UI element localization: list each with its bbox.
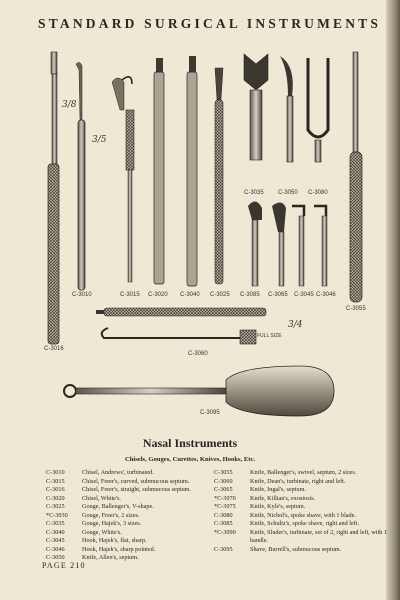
list-item xyxy=(214,529,394,546)
item-code: C-3060 xyxy=(214,477,233,485)
label-c3060: C-3060 xyxy=(188,351,208,357)
instrument-c3046 xyxy=(314,206,327,286)
item-code: C-3025 xyxy=(46,503,65,511)
instrument-c3060 xyxy=(96,308,266,344)
item-code: C-3046 xyxy=(46,545,65,553)
instrument-c3015 xyxy=(112,77,134,282)
instrument-c3025 xyxy=(215,68,223,284)
item-code: C-3080 xyxy=(214,511,233,519)
list-item xyxy=(46,469,191,478)
item-code: C-3085 xyxy=(214,520,233,528)
item-desc: Hook, Hajek's, flat, sharp. xyxy=(82,537,147,545)
item-desc: Chisel, Freer's, straight, submucous septum. xyxy=(82,486,192,494)
item-desc: Knife, Ingal's, septum. xyxy=(250,486,306,494)
item-code: C-3035 xyxy=(46,520,65,528)
instrument-c3035 xyxy=(244,54,268,160)
label-c3015: C-3015 xyxy=(120,292,140,298)
list-item xyxy=(46,478,191,487)
handwritten-mark: 3/8 xyxy=(62,100,77,110)
label-c3025: C-3025 xyxy=(210,292,230,298)
list-item xyxy=(46,512,191,521)
list-item xyxy=(214,520,394,529)
item-code: C-3015 xyxy=(46,477,65,485)
item-code: C-3050 xyxy=(46,554,65,562)
item-desc: Knife, Dean's, turbinate, right and left. xyxy=(250,477,346,485)
item-desc: Knife, Killian's, exostosis. xyxy=(250,494,316,502)
item-desc: Knife, Sluder's, turbinate, set of 2, right and left, with 1 handle. xyxy=(250,528,388,545)
item-desc: Gouge, Ballenger's, V-shape. xyxy=(82,503,154,511)
item-code: *C-3070 xyxy=(214,494,236,502)
instrument-c3085 xyxy=(248,201,262,286)
list-item xyxy=(46,537,191,546)
label-c3095: C-3095 xyxy=(200,410,220,416)
instrument-illustration xyxy=(0,40,400,430)
item-desc: Knife, Allen's, septum. xyxy=(82,554,139,562)
item-code: C-3020 xyxy=(46,494,65,502)
label-c3020: C-3020 xyxy=(148,292,168,298)
handle-stamp: FULL SIZE xyxy=(257,333,282,339)
item-code: C-3016 xyxy=(46,486,65,494)
item-desc: Knife, Kyle's, septum. xyxy=(250,503,306,511)
item-code: *C-3030 xyxy=(46,511,68,519)
item-desc: Gouge, Hajek's, 3 sizes. xyxy=(82,520,142,528)
instrument-c3020 xyxy=(154,58,164,284)
item-code: *C-3090 xyxy=(214,528,236,536)
item-code: C-3045 xyxy=(46,537,65,545)
instrument-c3016 xyxy=(48,52,59,344)
label-c3065: C-3065 xyxy=(268,292,288,298)
list-item xyxy=(214,512,394,521)
instrument-c3010 xyxy=(76,62,85,290)
list-item xyxy=(46,520,191,529)
list-item xyxy=(214,478,394,487)
item-desc: Chisel, Freer's, curved, submucous septum. xyxy=(82,477,190,485)
item-list-right xyxy=(214,469,394,554)
item-code: *C-3075 xyxy=(214,503,236,511)
handwritten-mark: 3/4 xyxy=(288,320,303,330)
item-desc: Hook, Hajek's, sharp pointed. xyxy=(82,545,156,553)
list-item xyxy=(46,529,191,538)
list-item xyxy=(214,469,394,478)
instrument-c3050 xyxy=(280,56,293,162)
label-c3055: C-3055 xyxy=(346,306,366,312)
label-c3040: C-3040 xyxy=(180,292,200,298)
item-code: C-3055 xyxy=(214,469,233,476)
item-code: C-3065 xyxy=(214,486,233,494)
section-subtitle: Chisels, Gouges, Curettes, Knives, Hooks, Etc. xyxy=(124,456,256,463)
handwritten-mark: 3/5 xyxy=(92,135,107,145)
label-c3035: C-3035 xyxy=(244,190,264,196)
list-item xyxy=(214,503,394,512)
instrument-c3080 xyxy=(308,58,328,162)
item-list-left xyxy=(46,469,191,563)
section-title: Nasal Instruments xyxy=(142,436,238,450)
item-desc: Gouge, White's. xyxy=(82,528,122,536)
label-c3050: C-3050 xyxy=(278,190,298,196)
list-item xyxy=(46,486,191,495)
page-number: PAGE 210 xyxy=(42,561,86,570)
item-desc: Knife, Ballenger's, swivel, septum, 2 sizes. xyxy=(250,469,357,476)
item-desc: Chisel, White's. xyxy=(82,494,121,502)
label-c3010: C-3010 xyxy=(72,292,92,298)
item-desc: Knife, Schultz's, spoke shave, right and left. xyxy=(250,520,360,528)
label-c3045: C-3045 xyxy=(294,292,314,298)
list-item xyxy=(46,546,191,555)
label-c3085: C-3085 xyxy=(240,292,260,298)
label-c3016: C-3016 xyxy=(44,346,64,352)
list-item xyxy=(46,503,191,512)
list-item xyxy=(214,546,394,555)
item-code: C-3095 xyxy=(214,545,233,553)
item-code: C-3010 xyxy=(46,469,65,476)
instrument-plate xyxy=(0,40,400,430)
item-code: C-3040 xyxy=(46,528,65,536)
item-desc: Gouge, Freer's, 2 sizes. xyxy=(82,511,140,519)
label-c3080: C-3080 xyxy=(308,190,328,196)
page-header: STANDARD SURGICAL INSTRUMENTS xyxy=(38,16,382,31)
item-desc: Knife, Nichol's, spoke shave, with 1 blade. xyxy=(250,511,356,519)
list-item xyxy=(46,495,191,504)
instrument-c3045 xyxy=(292,206,304,286)
list-item xyxy=(214,495,394,504)
item-desc: Shave, Burrell's, submucous septum. xyxy=(250,545,342,553)
instrument-c3095 xyxy=(64,366,334,416)
instrument-c3055 xyxy=(350,52,362,302)
item-desc: Chisel, Andrews', turbinated. xyxy=(82,469,154,476)
label-c3046: C-3046 xyxy=(316,292,336,298)
list-item xyxy=(214,486,394,495)
instrument-c3065 xyxy=(272,202,286,286)
instrument-c3040 xyxy=(187,56,197,286)
